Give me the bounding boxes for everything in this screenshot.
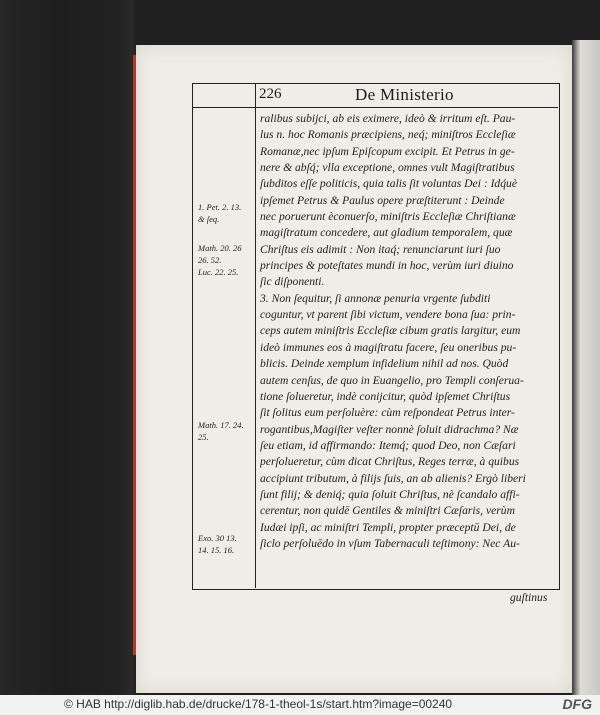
marginal-line: 25. [198,432,209,442]
marginal-reference [198,419,254,443]
text-line: rogantibus,Magiſter veſter nonnè ſoluit didrachma? Næ [260,422,519,436]
text-line: ralibus subijci, ab eis eximere, ideò & irritum eſt. Pau- [260,112,516,125]
text-line: ipſemet Petrus & Paulus opere præſtiterunt : Deinde [260,193,505,207]
text-line: ideò immunes eos à magiſtratu facere, ſeu oneribus pu- [260,340,517,354]
text-line: ſunt filij; & deniq́; quia ſoluit Chriſtus, nè ſcandalo affi- [260,487,520,501]
text-line: 3. Non ſequitur, ſi annonæ penuria vrgente ſubditi [260,291,491,305]
main-text [260,111,554,552]
margin-rule [255,83,256,588]
text-line: ſeu etiam, id affirmando: Itemq́; quod Deo, non Cæſari [260,438,516,452]
running-head: De Ministerio [355,85,454,104]
dfg-logo: DFG [562,696,592,712]
next-page-edge [572,40,600,695]
marginal-line: Luc. 22. 25. [198,267,239,277]
text-line: ſic diſponenti. [260,275,325,289]
marginal-reference [198,242,254,278]
catchword: guſtinus [510,591,548,604]
marginal-line: Exo. 30 13. [198,533,237,543]
marginal-line: & ſeq. [198,214,220,224]
marginal-line: Math. 20. 26 [198,243,242,253]
text-line: Chriſtus eis adimit : Non itaq́; renunciarunt iuri ſuo [260,242,501,256]
footer-bar [0,695,600,715]
marginal-line: 26. 52. [198,255,222,265]
text-line: ſit ſolitus eum perſoluère: cùm reſpondeat Petrus inter- [260,406,515,420]
page-number: 226 [259,86,282,102]
text-line: Iudæi ipſi, ac miniſtri Templi, propter præceptū Dei, de [260,520,516,534]
header-rule [192,107,558,108]
text-line: Romanæ,nec ipſum Epiſcopum excipit. Et Petrus in ge- [260,144,515,158]
text-line: cerentur, non quidē Gentiles & miniſtri Cæſaris, verùm [260,504,515,518]
text-line: magiſtratum concedere, aut gladium temporalem, quæ [260,226,513,240]
marginal-line: Math. 17. 24. [198,420,244,430]
text-line: tione ſolueretur, indè conijcitur, quòd ipſemet Chriſtus [260,389,511,403]
text-line: lus n. hoc Romanis præcipiens, neq́; miniſtros Eccleſiæ [260,128,516,142]
text-line: blicis. Deinde xemplum infidelium nihil ad nos. Quòd [260,357,509,371]
text-line: perſolueretur, cùm dicat Chriſtus, Reges terræ, à quibus [260,455,520,469]
text-line: accipiunt tributum, à filijs ſuis, an ab alienis? Ergò liberi [260,471,526,485]
marginal-line: 1. Pet. 2. 13. [198,202,242,212]
text-line: autem cenſus, de quo in Euangelio, pro Templi conſerua- [260,373,524,387]
text-line: ſubditos eſſe politicis, quia talis ſit voluntas Dei : Idq́uè [260,177,517,191]
text-line: nere & abſq́; vlla exceptione, omnes vult Magiſtratibus [260,161,515,175]
marginal-line: 14. 15. 16. [198,545,235,555]
text-line: principes & poteſtates mundi in hoc, verùm iuri diuino [260,259,514,273]
text-line: ſiclo perſoluēdo in vſum Tabernaculi teſtimony: Nec Au- [260,536,520,550]
marginal-reference [198,532,254,556]
marginal-reference [198,201,254,225]
text-line: nec poruerunt èconuerſo, miniſtris Eccleſiæ Chriſtianæ [260,210,516,224]
text-line: ceps autem miniſtris Eccleſiæ cibum gratis largitur, eum [260,324,521,338]
text-line: coguntur, vt parent ſibi victum, vendere bona ſua: prin- [260,308,516,322]
source-link[interactable]: © HAB http://diglib.hab.de/drucke/178-1-theol-1s/start.htm?image=00240 [64,697,453,711]
